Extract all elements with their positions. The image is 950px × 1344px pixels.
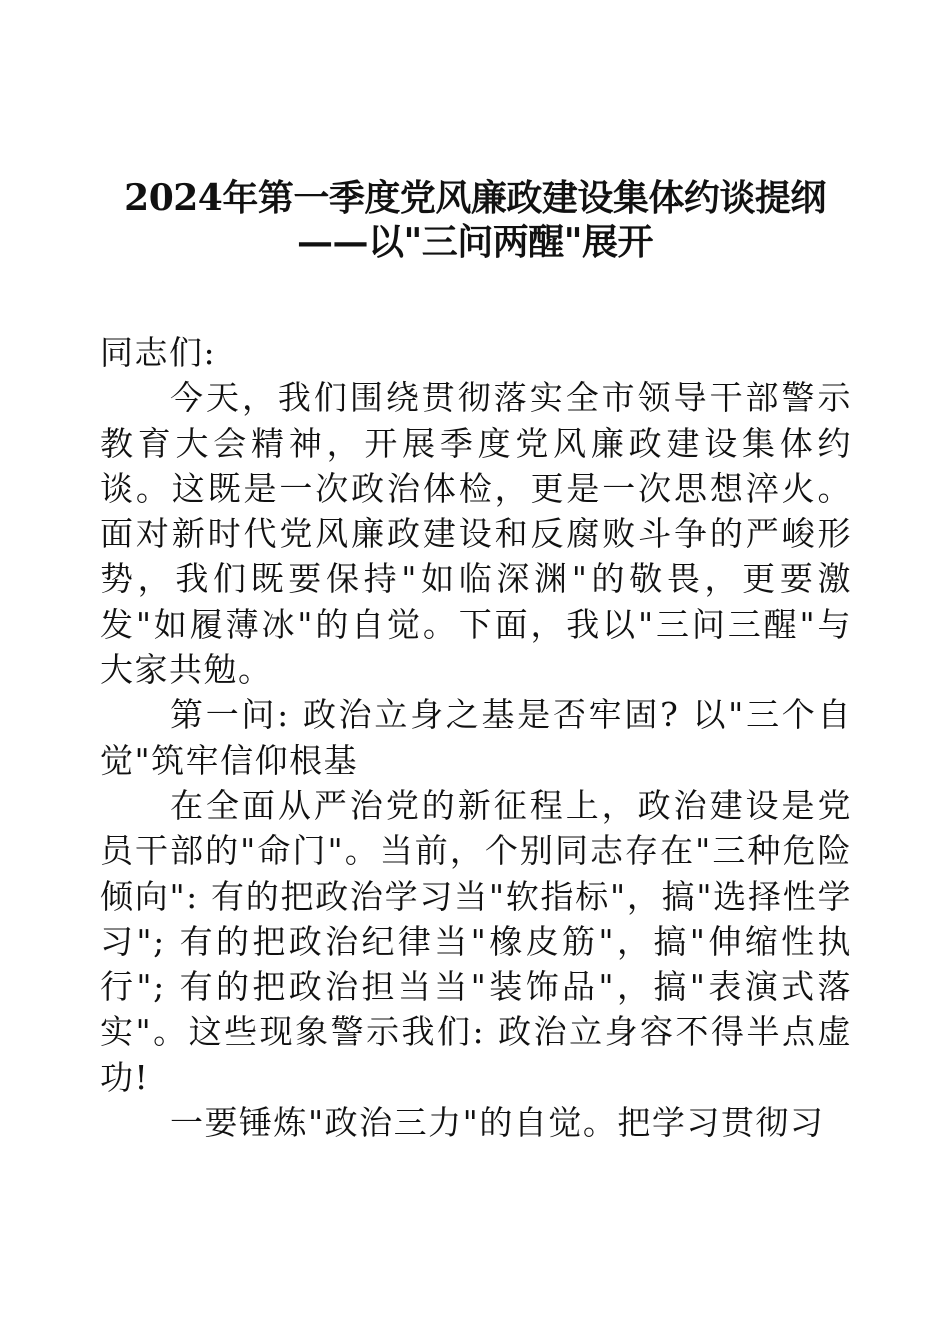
document-title: 2024年第一季度党风廉政建设集体约谈提纲 xyxy=(124,177,826,219)
section-heading-first-question: 第一问: 政治立身之基是否牢固? 以"三个自觉"筑牢信仰根基 xyxy=(100,695,852,780)
paragraph-intro: 今天，我们围绕贯彻落实全市领导干部警示教育大会精神，开展季度党风廉政建设集体约谈。这既是一次政治体检，更是一次思想淬火。面对新时代党风廉政建设和反腐败斗争的严峻形势，我们既要保持"如临深渊"的敬畏，更要激发"如履薄冰"的自觉。下面，我以"三问三醒"与大家共勉。 xyxy=(100,378,852,690)
document-body xyxy=(100,330,852,1145)
document-subtitle: ——以"三问两醒"展开 xyxy=(296,221,653,263)
paragraph-political-building: 在全面从严治党的新征程上，政治建设是党员干部的"命门"。当前，个别同志存在"三种危险倾向": 有的把政治学习当"软指标"，搞"选择性学习"; 有的把政治纪律当"橡皮筋"，搞"伸缩性执行"; 有的把政治担当当"装饰品"，搞"表演式落实"。这些现象警示我们: 政治立身容不得半点虚功! xyxy=(100,785,852,1097)
paragraph-first-requirement: 一要锤炼"政治三力"的自觉。把学习贯彻习 xyxy=(170,1103,825,1143)
salutation: 同志们: xyxy=(100,333,217,372)
